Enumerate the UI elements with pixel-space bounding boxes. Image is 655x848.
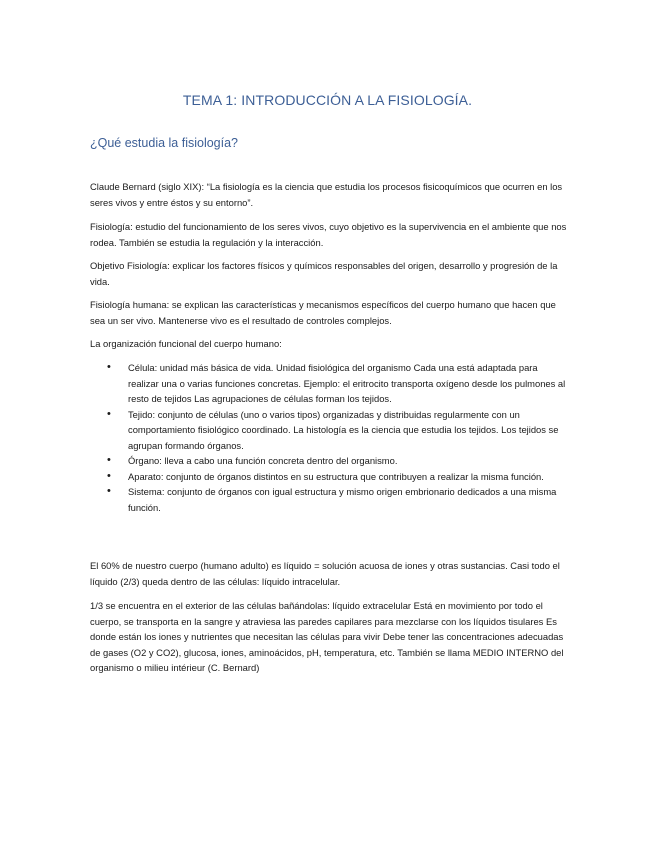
list-item-text: Sistema: conjunto de órganos con igual estructura y mismo origen embrionario dedicados a una misma función. <box>128 486 557 513</box>
list-item-text: Aparato: conjunto de órganos distintos en su estructura que contribuyen a realizar la misma función. <box>128 470 544 482</box>
organization-list <box>90 360 570 515</box>
list-item-text: Célula: unidad más básica de vida. Unidad fisiológica del organismo Cada una está adaptada para realizar una o varias funciones concretas. Ejemplo: el eritrocito transporta oxígeno desde los pulmones al resto de tejidos Las agrupaciones de células forman los tejidos. <box>128 362 566 404</box>
list-item <box>90 484 570 515</box>
bullet-icon: • <box>107 469 111 482</box>
list-item <box>90 469 570 485</box>
paragraph-fisiologia: Fisiología: estudio del funcionamiento de los seres vivos, cuyo objetivo es la supervivencia en el ambiente que nos rodea. También se estudia la regulación y la interacción. <box>90 221 567 248</box>
section-heading: ¿Qué estudia la fisiología? <box>90 136 239 150</box>
paragraph-claude-bernard: Claude Bernard (siglo XIX): “La fisiología es la ciencia que estudia los procesos fisicoquímicos que ocurren en los seres vivos y entre éstos y su entorno”. <box>90 181 563 208</box>
paragraph-liquido-extracelular: 1/3 se encuentra en el exterior de las células bañándolas: líquido extracelular Está en movimiento por todo el cuerpo, se transporta en la sangre y atraviesa las paredes capilares para mezclarse con los líquidos tisulares Es donde están los iones y nutrientes que necesitan las células para vivir Debe tener las concentraciones adecuadas de gases (O2 y CO2), glucosa, iones, aminoácidos, pH, temperatura, etc. También se llama MEDIO INTERNO del organismo o milieu intérieur (C. Bernard) <box>90 600 564 673</box>
bullet-icon: • <box>107 407 111 420</box>
bullet-icon: • <box>107 361 111 373</box>
bullet-icon: • <box>107 485 111 497</box>
bullet-icon: • <box>107 454 111 466</box>
list-item <box>90 360 570 407</box>
paragraph-objetivo: Objetivo Fisiología: explicar los factores físicos y químicos responsables del origen, desarrollo y progresión de la vida. <box>90 260 558 287</box>
paragraph-fisiologia-humana: Fisiología humana: se explican las características y mecanismos específicos del cuerpo humano que hacen que sea un ser vivo. Mantenerse vivo es el resultado de controles complejos. <box>90 299 556 326</box>
page-title: TEMA 1: INTRODUCCIÓN A LA FISIOLOGÍA. <box>182 92 473 108</box>
list-item-text: Tejido: conjunto de células (uno o varios tipos) organizadas y distribuidas regularmente con un comportamiento fisiológico coordinado. La histología es la ciencia que estudia los tejidos. Los tejidos se agrupan formando órganos. <box>128 408 559 451</box>
paragraph-organizacion: La organización funcional del cuerpo humano: <box>90 338 282 349</box>
list-item-text: Órgano: lleva a cabo una función concreta dentro del organismo. <box>128 455 398 466</box>
list-item <box>90 453 570 469</box>
list-item <box>90 407 570 454</box>
paragraph-liquido-corporal: El 60% de nuestro cuerpo (humano adulto) es líquido = solución acuosa de iones y otras sustancias. Casi todo el líquido (2/3) queda dentro de las células: líquido intracelular. <box>90 560 560 587</box>
